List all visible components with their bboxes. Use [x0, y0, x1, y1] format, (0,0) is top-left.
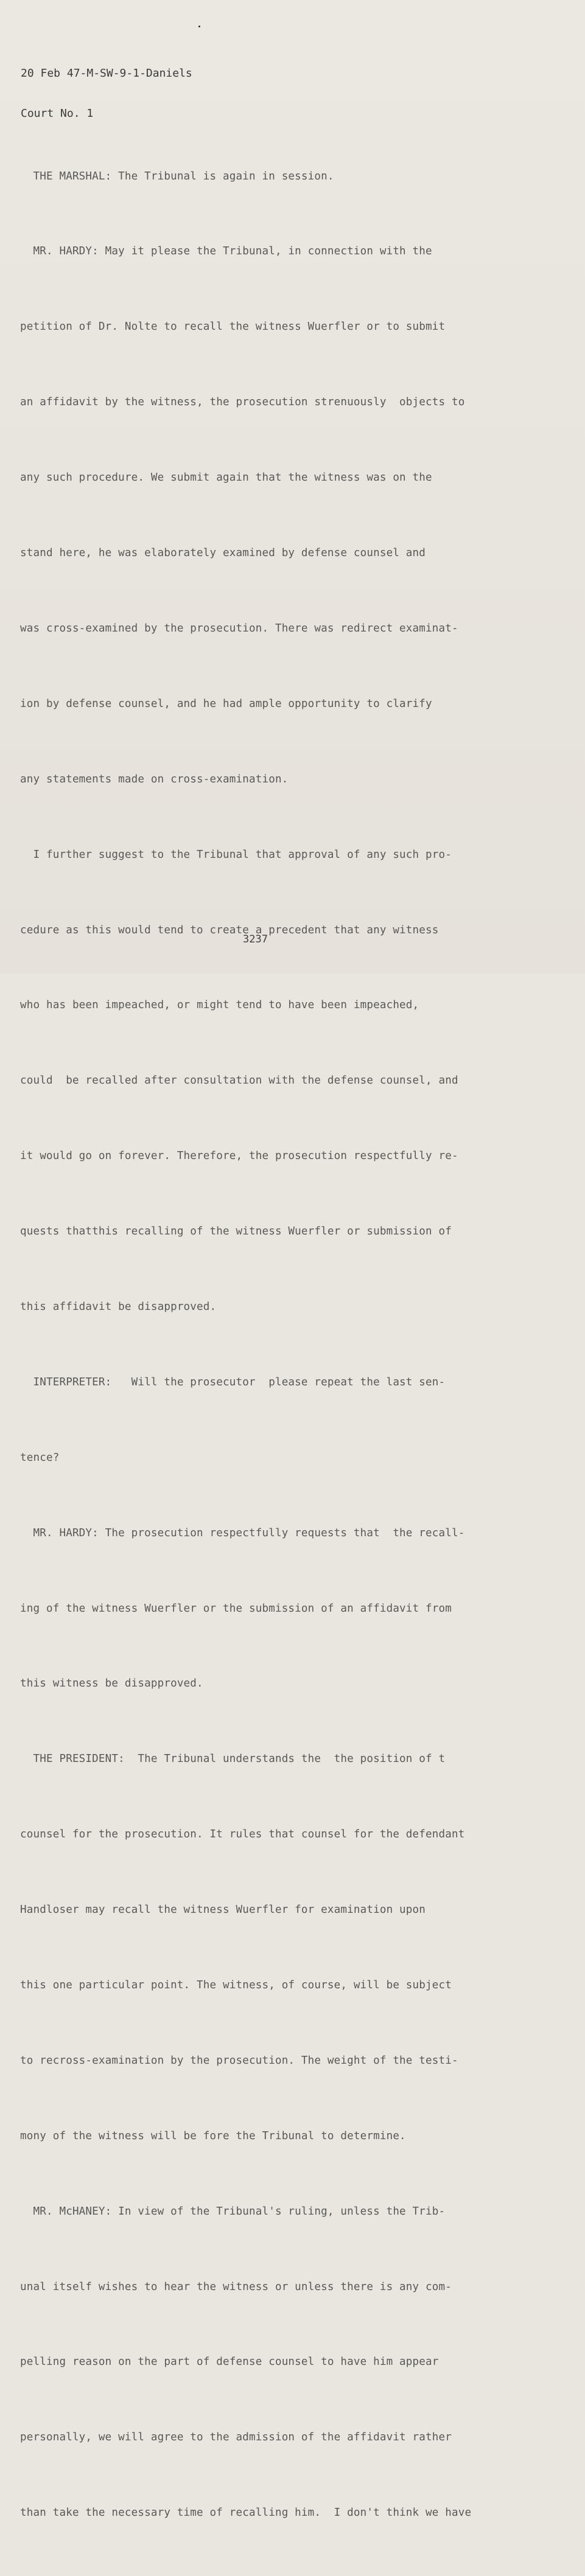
transcript-line: to recross-examination by the prosecution. The weight of the testi- — [20, 2054, 458, 2067]
transcript-line: mony of the witness will be fore the Tribunal to determine. — [20, 2129, 406, 2142]
transcript-line: quests thatthis recalling of the witness Wuerfler or submission of — [20, 1225, 452, 1238]
transcript-line: THE PRESIDENT: The Tribunal understands the the position of t — [20, 1753, 446, 1766]
transcript-line: ing of the witness Wuerfler or the submission of an affidavit from — [20, 1602, 452, 1615]
transcript-line: personally, we will agree to the admission of the affidavit rather — [20, 2431, 452, 2444]
transcript-line: MR. HARDY: May it please the Tribunal, in connection with the — [20, 245, 432, 258]
transcript-line: any statements made on cross-examination. — [20, 773, 289, 785]
transcript-line: this witness be disapproved. — [20, 1677, 203, 1690]
ink-speck — [198, 26, 200, 27]
transcript-line: it would go on forever. Therefore, the prosecution respectfully re- — [20, 1150, 458, 1163]
transcript-line: this one particular point. The witness, of course, will be subject — [20, 1979, 452, 1991]
header-court-line: Court No. 1 — [21, 107, 94, 120]
transcript-line: was cross-examined by the prosecution. There was redirect examinat- — [20, 622, 458, 635]
transcript-line: any such procedure. We submit again that the witness was on the — [20, 472, 432, 484]
transcript-line: unal itself wishes to hear the witness or unless there is any com- — [20, 2280, 452, 2293]
transcript-body — [20, 114, 568, 2576]
transcript-line: could be recalled after consultation with the defense counsel, and — [20, 1074, 458, 1087]
transcript-line: who has been impeached, or might tend to have been impeached, — [20, 999, 419, 1012]
transcript-line: petition of Dr. Nolte to recall the witness Wuerfler or to submit — [20, 321, 446, 333]
header-reference-line: 20 Feb 47-M-SW-9-1-Daniels — [21, 67, 192, 80]
transcript-line: stand here, he was elaborately examined by defense counsel and — [20, 547, 426, 560]
transcript-line: ion by defense counsel, and he had ample opportunity to clarify — [20, 697, 432, 710]
transcript-line: MR. McHANEY: In view of the Tribunal's ruling, unless the Trib- — [20, 2205, 446, 2218]
transcript-line: tence? — [20, 1451, 60, 1464]
transcript-line: cedure as this would tend to create a precedent that any witness — [20, 924, 439, 936]
transcript-line: THE MARSHAL: The Tribunal is again in session. — [20, 170, 334, 183]
transcript-line: pelling reason on the part of defense counsel to have him appear — [20, 2356, 439, 2369]
page-number: 3237 — [243, 933, 268, 945]
transcript-line: Handloser may recall the witness Wuerfler for examination upon — [20, 1904, 426, 1916]
transcript-line: an affidavit by the witness, the prosecution strenuously objects to — [20, 396, 465, 409]
transcript-line: I further suggest to the Tribunal that approval of any such pro- — [20, 848, 452, 861]
transcript-line: this affidavit be disapproved. — [20, 1300, 217, 1313]
transcript-line: counsel for the prosecution. It rules that counsel for the defendant — [20, 1828, 465, 1841]
transcript-line: than take the necessary time of recalling him. I don't think we have — [20, 2507, 472, 2519]
transcript-line: MR. HARDY: The prosecution respectfully requests that the recall- — [20, 1526, 465, 1539]
transcript-line: INTERPRETER: Will the prosecutor please repeat the last sen- — [20, 1376, 446, 1388]
